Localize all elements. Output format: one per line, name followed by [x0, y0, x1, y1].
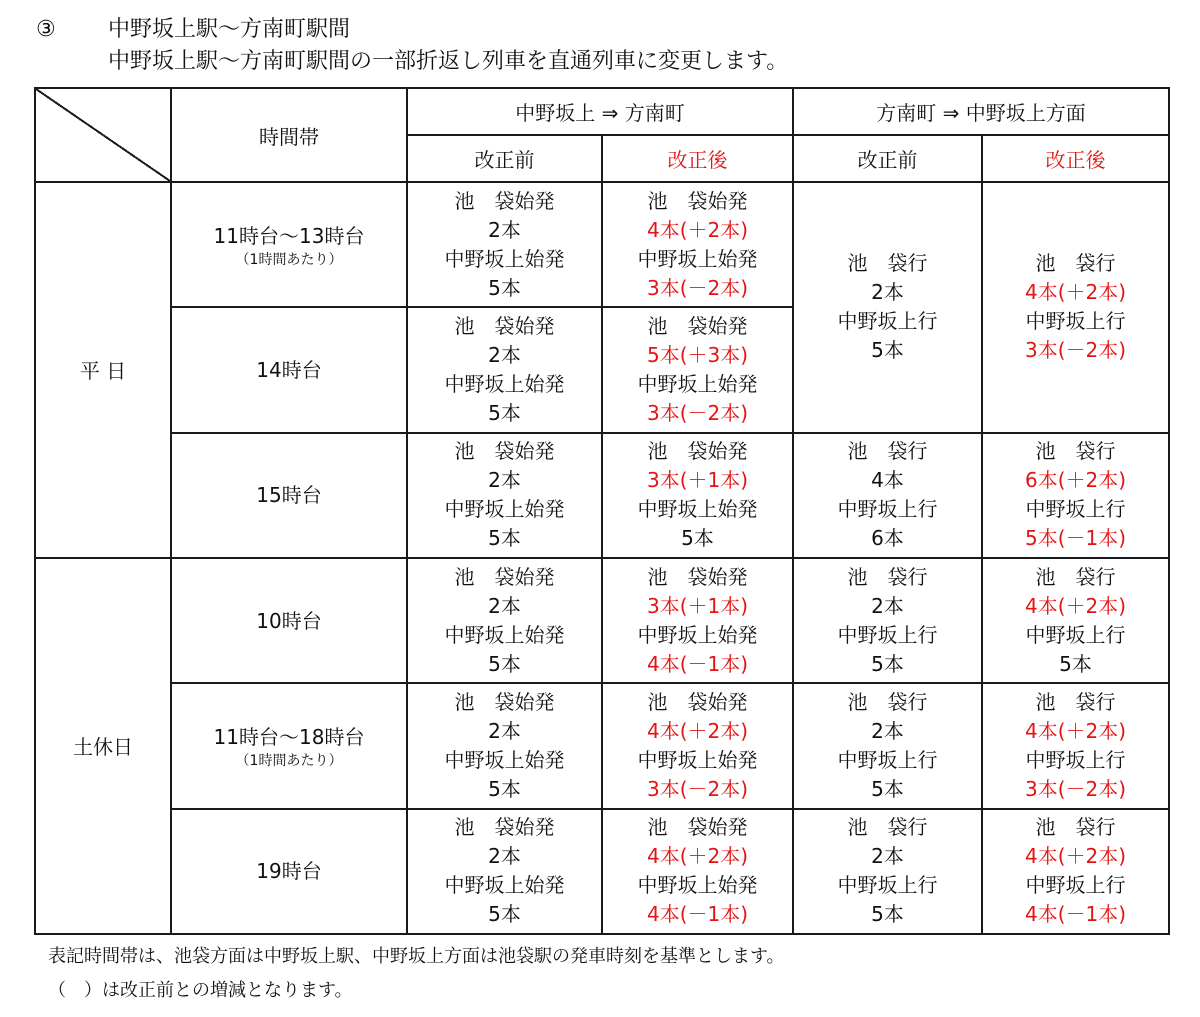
- time-slot-cell: 11時台～13時台 （1時間あたり）: [171, 182, 407, 307]
- header-time-slot: 時間帯: [171, 88, 407, 182]
- time-slot-cell: 11時台～18時台 （1時間あたり）: [171, 683, 407, 808]
- before-cell: 池 袋始発 2本 中野坂上始発 5本: [407, 809, 602, 934]
- header-before-2: 改正前: [793, 135, 982, 182]
- before-cell: 池 袋始発 2本 中野坂上始発 5本: [407, 182, 602, 307]
- footnotes: [48, 940, 785, 1008]
- table-row: [35, 809, 1169, 934]
- before-cell: 池 袋始発 2本 中野坂上始発 5本: [407, 683, 602, 808]
- footnote-parentheses: （ ）は改正前との増減となります。: [48, 980, 353, 1001]
- time-slot-cell: 19時台: [171, 809, 407, 934]
- table-row: [35, 558, 1169, 683]
- header-direction-to-honancho: 中野坂上 ⇒ 方南町: [407, 88, 793, 135]
- header-row-directions: [35, 88, 1169, 135]
- heading-title-line: [36, 14, 788, 46]
- header-before-1: 改正前: [407, 135, 602, 182]
- after-cell: 池 袋始発 3本(＋1本) 中野坂上始発 5本: [602, 433, 793, 558]
- weekend-label: 土休日: [35, 558, 171, 934]
- before-cell: 池 袋行 2本 中野坂上行 5本: [793, 683, 982, 808]
- after-cell: 池 袋行 4本(＋2本) 中野坂上行 3本(－2本): [982, 683, 1169, 808]
- time-slot-cell: 10時台: [171, 558, 407, 683]
- after-cell: 池 袋始発 3本(＋1本) 中野坂上始発 4本(－1本): [602, 558, 793, 683]
- after-cell: 池 袋始発 4本(＋2本) 中野坂上始発 3本(－2本): [602, 683, 793, 808]
- time-slot-cell: 14時台: [171, 307, 407, 432]
- table-row: [35, 683, 1169, 808]
- after-cell: 池 袋行 4本(＋2本) 中野坂上行 4本(－1本): [982, 809, 1169, 934]
- table-row: [35, 182, 1169, 307]
- section-heading: [36, 14, 788, 78]
- after-cell: 池 袋始発 5本(＋3本) 中野坂上始発 3本(－2本): [602, 307, 793, 432]
- before-cell: 池 袋行 2本 中野坂上行 5本: [793, 809, 982, 934]
- after-cell: 池 袋始発 4本(＋2本) 中野坂上始発 4本(－1本): [602, 809, 793, 934]
- after-cell-merged: 池 袋行 4本(＋2本) 中野坂上行 3本(－2本): [982, 182, 1169, 433]
- header-after-2: 改正後: [982, 135, 1169, 182]
- before-cell: 池 袋始発 2本 中野坂上始発 5本: [407, 433, 602, 558]
- section-number: ③: [36, 17, 56, 42]
- before-cell-merged: 池 袋行 2本 中野坂上行 5本: [793, 182, 982, 433]
- after-cell: 池 袋行 6本(＋2本) 中野坂上行 5本(－1本): [982, 433, 1169, 558]
- section-title: 中野坂上駅～方南町駅間: [108, 17, 351, 42]
- before-cell: 池 袋始発 2本 中野坂上始発 5本: [407, 558, 602, 683]
- table-row: [35, 433, 1169, 558]
- weekday-label: 平 日: [35, 182, 171, 558]
- before-cell: 池 袋行 2本 中野坂上行 5本: [793, 558, 982, 683]
- section-subtitle: 中野坂上駅～方南町駅間の一部折返し列車を直通列車に変更します。: [108, 49, 789, 74]
- corner-diagonal-cell: [35, 88, 171, 182]
- time-slot-cell: 15時台: [171, 433, 407, 558]
- before-cell: 池 袋行 4本 中野坂上行 6本: [793, 433, 982, 558]
- timetable-change-table: [34, 87, 1170, 935]
- after-cell: 池 袋始発 4本(＋2本) 中野坂上始発 3本(－2本): [602, 182, 793, 307]
- footnote-basis: 表記時間帯は、池袋方面は中野坂上駅、中野坂上方面は池袋駅の発車時刻を基準とします。: [48, 946, 785, 967]
- before-cell: 池 袋始発 2本 中野坂上始発 5本: [407, 307, 602, 432]
- header-direction-to-nakanosakaue: 方南町 ⇒ 中野坂上方面: [793, 88, 1169, 135]
- header-after-1: 改正後: [602, 135, 793, 182]
- after-cell: 池 袋行 4本(＋2本) 中野坂上行 5本: [982, 558, 1169, 683]
